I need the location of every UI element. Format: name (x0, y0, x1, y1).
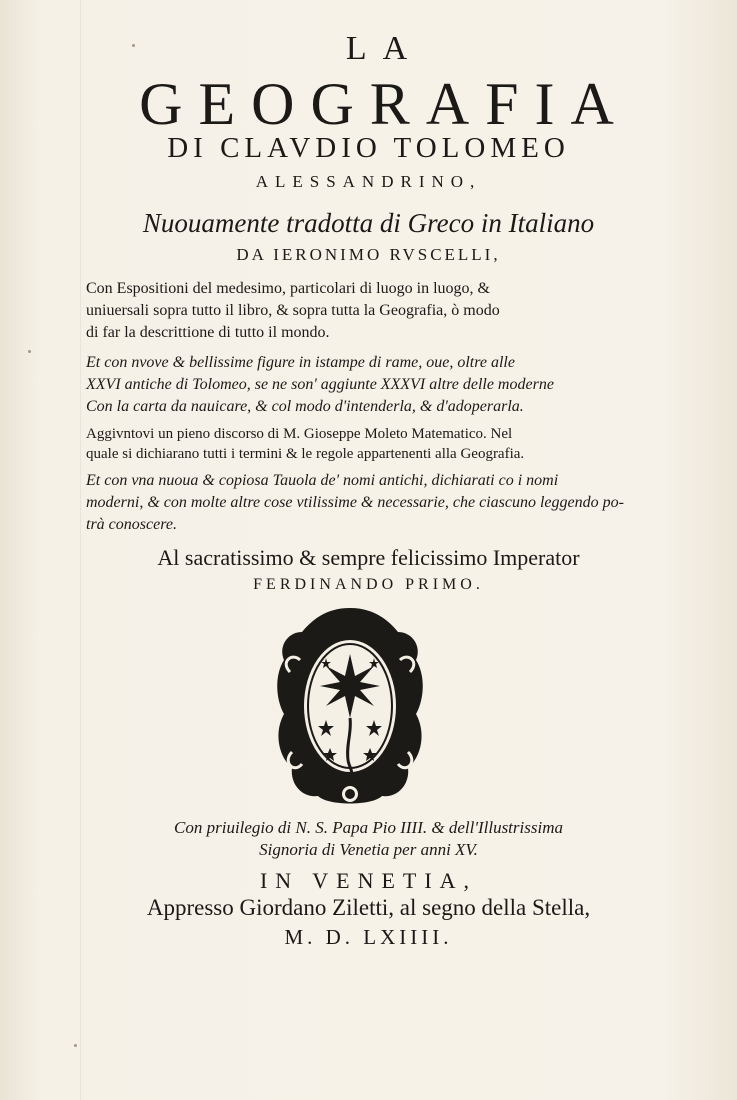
title-translation-note: Nuouamente tradotta di Greco in Italiano (142, 208, 595, 238)
title-translator: DA IERONIMO RVSCELLI, (236, 245, 501, 264)
paragraph-line: Et con nvove & bellissime figure in istampe di rame, oue, oltre alle (86, 354, 515, 371)
paragraph-discorso (86, 424, 652, 464)
paper-speck (132, 44, 135, 47)
dedication-line: Al sacratissimo & sempre felicissimo Imperator (157, 545, 580, 570)
paragraph-figure (86, 352, 652, 418)
paragraph-line: trà conoscere. (86, 516, 177, 533)
paragraph-line: XXVI antiche di Tolomeo, se ne son' aggiunte XXXVI altre delle moderne (86, 376, 554, 393)
paragraph-tauola (86, 470, 652, 536)
paragraph-line: quale si dichiarano tutti i termini & le regole appartenenti alla Geografia. (86, 446, 525, 462)
star-compass-emblem-icon (270, 602, 430, 810)
paragraph-espositioni (86, 278, 652, 344)
imprint-place: IN VENETIA, (259, 868, 478, 893)
paragraph-line: Con la carta da nauicare, & col modo d'intenderla, & d'adoperarla. (86, 398, 524, 415)
paragraph-line: moderni, & con molte altre cose vtilissime & necessarie, che ciascuno leggendo po- (86, 494, 624, 511)
paper-speck (74, 1044, 77, 1047)
imprint-date: M. D. LXIIII. (284, 925, 453, 949)
title-author: DI CLAVDIO TOLOMEO (167, 132, 570, 164)
paper-speck (28, 350, 31, 353)
paragraph-line: Con Espositioni del medesimo, particolari di luogo in luogo, & (86, 280, 490, 297)
imprint-printer: Appresso Giordano Ziletti, al segno della Stella, (146, 895, 591, 920)
dedication-emperor: FERDINANDO PRIMO. (253, 576, 484, 593)
title-alessandrino: ALESSANDRINO, (255, 172, 482, 191)
paragraph-line: di far la descrittione di tutto il mondo. (86, 324, 330, 341)
title-la: LA (345, 30, 424, 67)
privilege-line-2: Signoria di Venetia per anni XV. (259, 840, 478, 859)
paragraph-line: Aggivntovi un pieno discorso di M. Gioseppe Moleto Matematico. Nel (86, 426, 513, 442)
title-geografia: GEOGRAFIA (139, 71, 630, 137)
paragraph-line: Et con vna nuoua & copiosa Tauola de' nomi antichi, dichiarati co i nomi (86, 472, 559, 489)
paragraph-line: uniuersali sopra tutto il libro, & sopra tutta la Geografia, ò modo (86, 302, 500, 319)
privilege-line-1: Con priuilegio di N. S. Papa Pio IIII. & dell'Illustrissima (174, 818, 563, 837)
